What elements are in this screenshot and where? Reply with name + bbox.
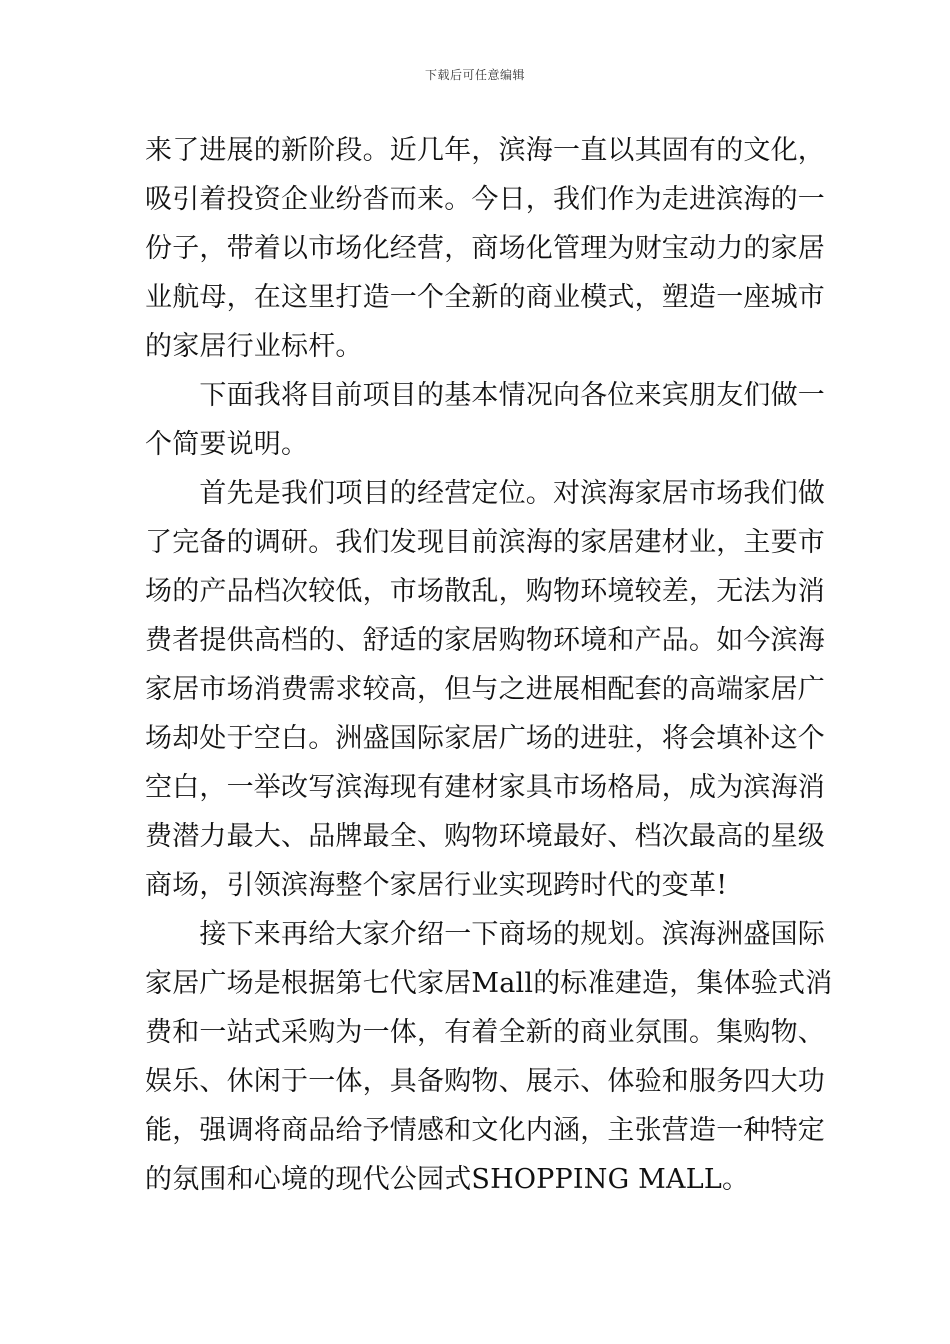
text-line: 家居广场是根据第七代家居Mall的标准建造，集体验式消 <box>145 968 833 999</box>
text-line: 个简要说明。 <box>145 429 309 460</box>
text-line: 场却处于空白。洲盛国际家居广场的进驻，将会填补这个 <box>145 723 825 754</box>
text-line: 来了进展的新阶段。近几年，滨海一直以其固有的文化， <box>145 135 825 166</box>
text-line: 费潜力最大、品牌最全、购物环境最好、档次最高的星级 <box>145 821 825 852</box>
text-line: 娱乐、休闲于一体，具备购物、展示、体验和服务四大功 <box>145 1066 825 1097</box>
text-line: 商场，引领滨海整个家居行业实现跨时代的变革! <box>145 870 728 901</box>
text-line: 的家居行业标杆。 <box>145 331 363 362</box>
header-note: 下载后可任意编辑 <box>424 68 525 82</box>
text-line: 首先是我们项目的经营定位。对滨海家居市场我们做 <box>145 478 825 509</box>
text-line: 家居市场消费需求较高，但与之进展相配套的高端家居广 <box>145 674 825 705</box>
text-line: 了完备的调研。我们发现目前滨海的家居建材业，主要市 <box>145 527 825 558</box>
document-body <box>145 126 833 1204</box>
text-line: 能，强调将商品给予情感和文化内涵，主张营造一种特定 <box>145 1115 825 1146</box>
text-line: 接下来再给大家介绍一下商场的规划。滨海洲盛国际 <box>145 919 825 950</box>
text-line: 业航母，在这里打造一个全新的商业模式，塑造一座城市 <box>145 282 825 313</box>
text-line: 空白，一举改写滨海现有建材家具市场格局，成为滨海消 <box>145 772 825 803</box>
text-line: 费者提供高档的、舒适的家居购物环境和产品。如今滨海 <box>145 625 825 656</box>
text-line: 份子，带着以市场化经营，商场化管理为财宝动力的家居 <box>145 233 825 264</box>
text-line: 费和一站式采购为一体，有着全新的商业氛围。集购物、 <box>145 1017 825 1048</box>
text-line: 场的产品档次较低，市场散乱，购物环境较差，无法为消 <box>145 576 825 607</box>
text-line: 下面我将目前项目的基本情况向各位来宾朋友们做一 <box>145 380 825 411</box>
text-line: 的氛围和心境的现代公园式SHOPPING MALL。 <box>145 1164 750 1195</box>
text-line: 吸引着投资企业纷沓而来。今日，我们作为走进滨海的一 <box>145 184 825 215</box>
